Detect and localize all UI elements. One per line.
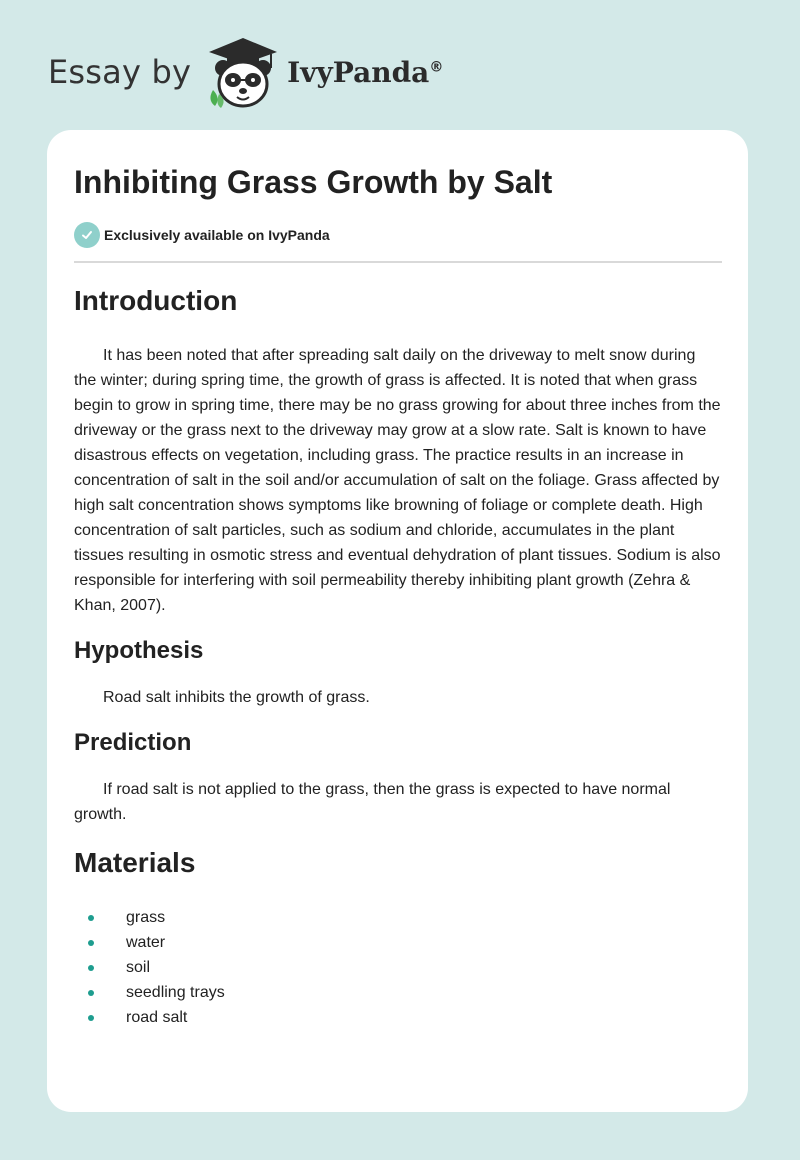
panda-graduate-icon (207, 34, 279, 110)
badge-label: Exclusively available on IvyPanda (104, 227, 330, 243)
section-heading-hypothesis: Hypothesis (74, 637, 204, 664)
bullet-icon (88, 940, 94, 946)
section-heading-prediction: Prediction (74, 729, 192, 756)
list-item: water (74, 930, 225, 955)
prediction-paragraph: If road salt is not applied to the grass, then the grass is expected to have normal growth. (74, 781, 671, 823)
introduction-paragraph: It has been noted that after spreading salt daily on the driveway to melt snow during the winter; during spring time, the growth of grass is affected. It is noted that when grass begin to grow in spring time, there may be no grass growing for about three inches from the driveway or the grass next to the driveway may grow at a slow rate. Salt is known to have disastrous effects on vegetation, including grass. The practice results in an increase in concentration of salt in the soil and/or accumulation of salt on the foliage. Grass affected by high salt concentration shows symptoms like browning of foliage or complete death. High concentration of salt particles, such as sodium and chloride, accumulates in the plant tissues resulting in osmotic stress and eventual dehydration of plant tissues. Sodium is also responsible for interfering with soil permeability thereby inhibiting plant growth (Zehra & Khan, 2007). (74, 347, 721, 614)
exclusive-badge (74, 222, 330, 248)
essay-by-label: Essay by (48, 53, 192, 91)
page-title: Inhibiting Grass Growth by Salt (74, 164, 553, 200)
check-circle-icon (74, 222, 100, 248)
hypothesis-paragraph: Road salt inhibits the growth of grass. (103, 689, 370, 706)
essay-card (47, 130, 748, 1112)
materials-list (74, 905, 225, 1030)
list-item: grass (74, 905, 225, 930)
site-header (48, 32, 443, 112)
bullet-icon (88, 1015, 94, 1021)
title-divider (74, 261, 722, 263)
bullet-icon (88, 990, 94, 996)
list-item: seedling trays (74, 980, 225, 1005)
brand-name: IvyPanda® (287, 55, 444, 89)
section-heading-introduction: Introduction (74, 285, 238, 316)
bullet-icon (88, 965, 94, 971)
list-item: soil (74, 955, 225, 980)
list-item: road salt (74, 1005, 225, 1030)
bullet-icon (88, 915, 94, 921)
section-heading-materials: Materials (74, 847, 196, 878)
